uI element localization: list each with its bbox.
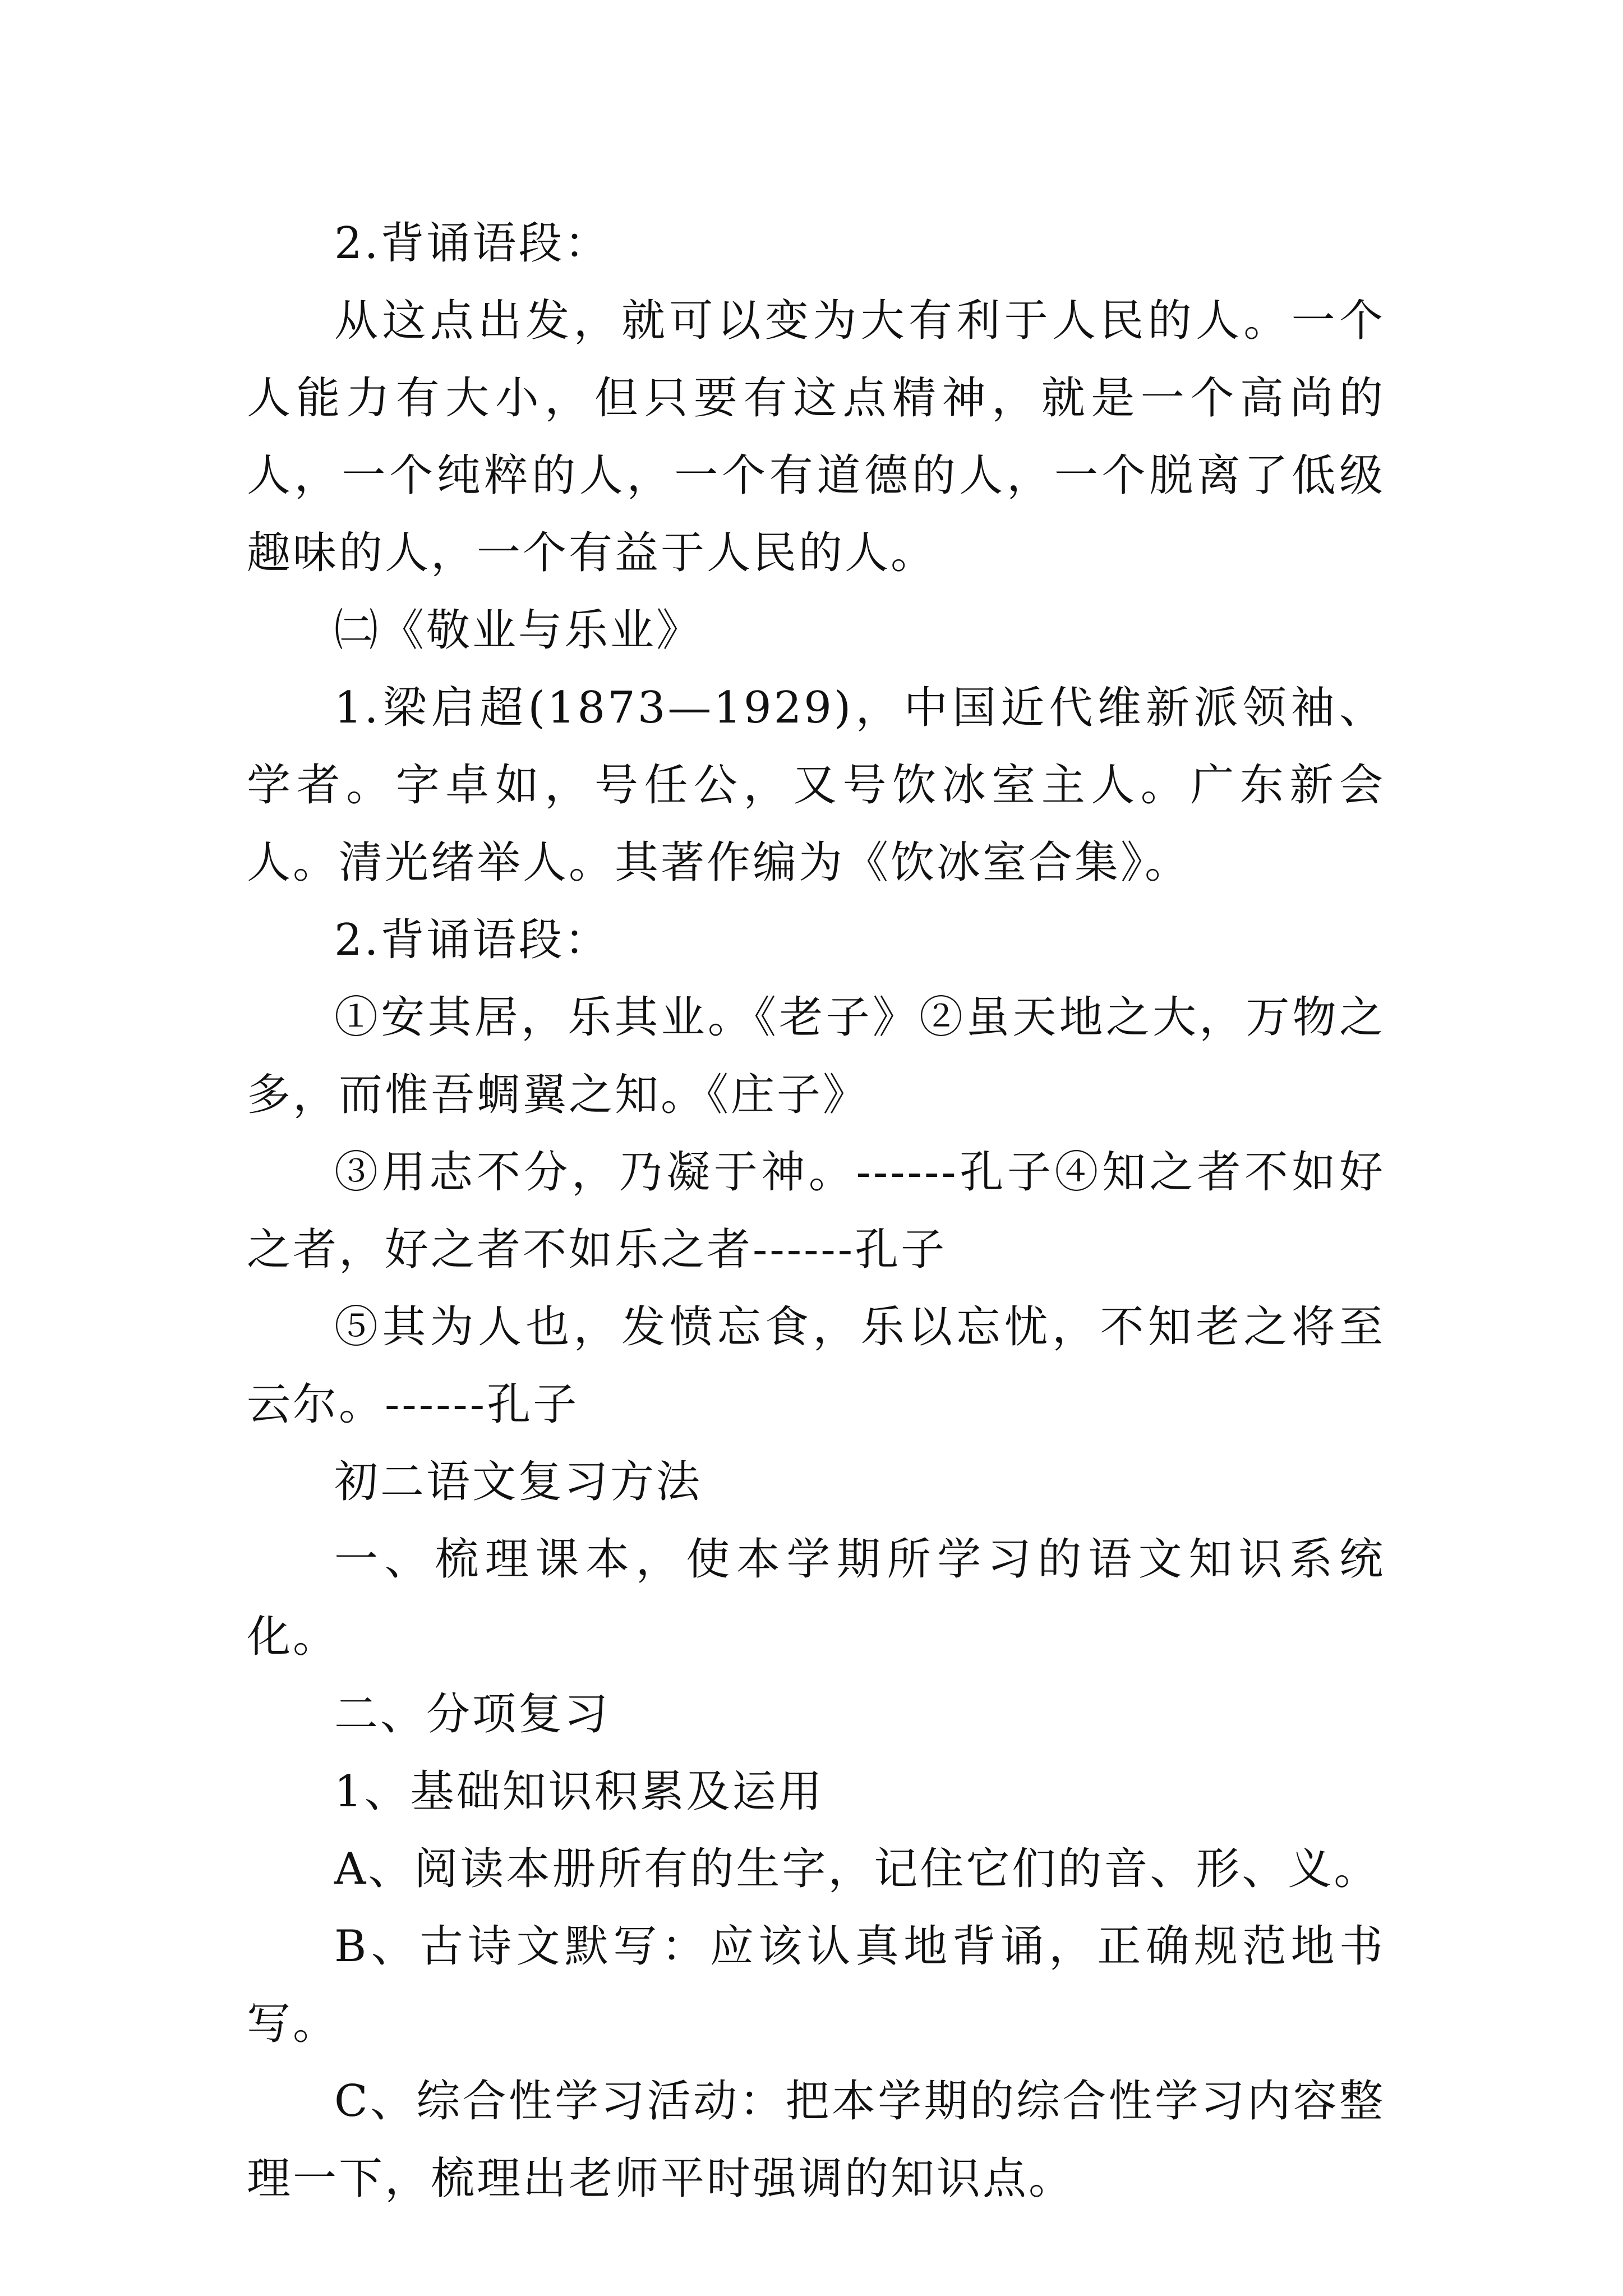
paragraph-quote-3-4: ③用志不分，乃凝于神。------孔子④知之者不如好之者，好之者不如乐之者------孔子 — [247, 1147, 1385, 1275]
paragraph-review-item-a: A、阅读本册所有的生字，记住它们的音、形、义。 — [334, 1844, 1380, 1894]
paragraph-section-title: ㈡《敬业与乐业》 — [334, 605, 703, 656]
paragraph-recite-heading-2: 2.背诵语段： — [334, 915, 611, 965]
document-body — [247, 205, 1385, 2217]
paragraph-recite-heading-1: 2.背诵语段： — [334, 218, 611, 269]
paragraph-author-intro: 1.梁启超(1873—1929)，中国近代维新派领袖、学者。字卓如，号任公，又号饮冰室主人。广东新会人。清光绪举人。其著作编为《饮冰室合集》。 — [247, 683, 1385, 888]
paragraph-quote-5: ⑤其为人也，发愤忘食，乐以忘忧，不知老之将至云尔。------孔子 — [247, 1302, 1385, 1430]
paragraph-review-title: 初二语文复习方法 — [334, 1457, 703, 1507]
paragraph-recite-passage-1: 从这点出发，就可以变为大有利于人民的人。一个人能力有大小，但只要有这点精神，就是一个高尚的人，一个纯粹的人，一个有道德的人，一个脱离了低级趣味的人，一个有益于人民的人。 — [247, 296, 1385, 578]
paragraph-quote-1-2: ①安其居，乐其业。《老子》②虽天地之大，万物之多，而惟吾蜩翼之知。《庄子》 — [247, 992, 1385, 1120]
paragraph-review-sub-1: 1、基础知识积累及运用 — [334, 1766, 824, 1817]
paragraph-review-step-2: 二、分项复习 — [334, 1689, 611, 1740]
paragraph-review-item-b: B、古诗文默写：应该认真地背诵，正确规范地书写。 — [247, 1921, 1385, 2049]
paragraph-review-item-c: C、综合性学习活动：把本学期的综合性学习内容整理一下，梳理出老师平时强调的知识点。 — [247, 2076, 1385, 2204]
paragraph-review-step-1: 一、梳理课本，使本学期所学习的语文知识系统化。 — [247, 1534, 1385, 1662]
